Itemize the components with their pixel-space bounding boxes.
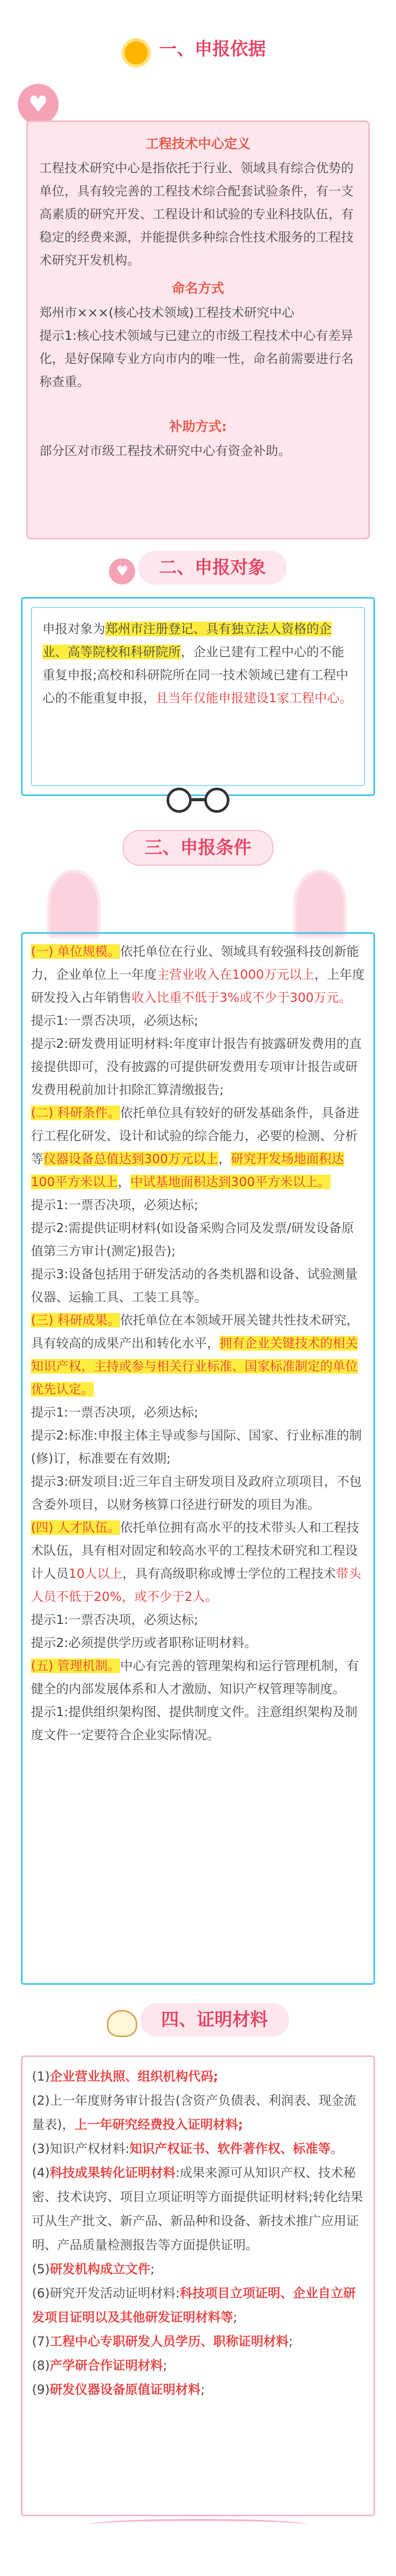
material-item-prefix: (6)研究开发活动证明材料: (32, 2286, 180, 2301)
material-item (32, 2353, 364, 2378)
definition-heading: 工程技术中心定义 (145, 136, 250, 151)
material-item-prefix: (1) (32, 2069, 50, 2084)
section-3-title: 三、申报条件 (123, 830, 273, 866)
material-item-highlight: 产学研合作证明材料 (50, 2358, 163, 2373)
condition-4-tip-1: 提示1:一票否决项，必须达标; (31, 1612, 199, 1627)
naming-heading: 命名方式 (171, 281, 224, 296)
naming-tip: 提示1:核心技术领域与已建立的市级工程技术中心有差异化，是好保障专业方向市内的唯一性，命名前需要进行名称查重。 (39, 328, 354, 389)
material-item-rest: ; (289, 2334, 293, 2349)
condition-2-tip-3: 提示3:设备包括用于研发活动的各类机器和设备、试验测量仪器、运输工具、工装工具等。 (31, 1267, 358, 1304)
condition-3: (三) 科研成果。依托单位在本领域开展关键共性技术研究，具有较高的成果产出和转化水平，拥有企业关键技术的相关知识产权，主持或参与相关行业标准、国家标准制定的单位优先认定。 (31, 1313, 359, 1397)
condition-2: (二) 科研条件。依托单位具有较好的研发基础条件，具备进行工程化研发、设计和试验的综合能力，必要的检测、分析等仪器设备总值达到300万元以上，研究开发场地面积达100平方米以上，中试基地面积达到300平方米以上。 (31, 1105, 359, 1189)
section-2-box (21, 597, 375, 796)
condition-3-tip-3: 提示3:研发项目:近三年自主研发项目及政府立项项目，不包含委外项目，以财务核算口径进行研发的项目为准。 (31, 1474, 362, 1512)
material-item-highlight: 科技项目立项证明、企业自立研发项目证明以及其他研发证明材料等 (32, 2286, 356, 2325)
material-item (32, 2137, 364, 2161)
condition-3-tip-1: 提示1:一票否决项，必须达标; (31, 1405, 199, 1420)
material-item-highlight: 企业营业执照、组织机构代码; (50, 2069, 218, 2084)
section-1-box (26, 120, 370, 539)
section-4-header (0, 2003, 396, 2037)
material-item-prefix: (8) (32, 2358, 50, 2373)
section-1-title: 一、申报依据 (159, 39, 266, 60)
ribbon-icon (89, 2519, 307, 2530)
material-item-prefix: (4) (32, 2165, 50, 2180)
condition-4-tip-2: 提示2:必须提供学历或者职称证明材料。 (31, 1635, 257, 1650)
material-item (32, 2329, 364, 2353)
definition-text: 工程技术研究中心是指依托于行业、领域具有综合优势的单位，具有较完善的工程技术综合配套试验条件，有一支高素质的研究开发、工程设计和试验的专业科技队伍，有稳定的经费来源，并能提供多种综合性技术服务的工程技术研究开发机构。 (39, 161, 354, 268)
heart-badge-icon: ♥ (109, 558, 135, 584)
material-item-prefix: (7) (32, 2334, 50, 2349)
material-item (32, 2378, 364, 2402)
material-item-highlight: 研发机构成立文件 (50, 2262, 150, 2276)
naming-format: 郑州市×××(核心技术领域)工程技术研究中心 (39, 305, 295, 320)
material-item-highlight: 工程中心专职研发人员学历、职称证明材料 (50, 2334, 289, 2349)
section-2-title: 二、申报对象 (138, 551, 287, 584)
section-3-box (21, 932, 375, 1985)
subsidy-text: 部分区对市级工程技术研究中心有资金补助。 (39, 444, 291, 458)
material-item-rest: ; (233, 2310, 238, 2325)
pinky-heart-icon: ♥ (18, 84, 59, 125)
materials-list (32, 2064, 364, 2402)
condition-1: (一) 单位规模。依托单位在行业、领域具有较强科技创新能力，企业单位上一年度主营业收入在1000万元以上，上年度研发投入占年销售收入比重不低于3%或不少于300万元。 (31, 944, 365, 1005)
condition-2-tip-2: 提示2:需提供证明材料(如设备采购合同及发票/研发设备原值第三方审计(测定)报告); (31, 1221, 354, 1258)
condition-5: (五) 管理机制。中心有完善的管理架构和运行管理机制，有健全的内部发展体系和人才激励、知识产权管理等制度。 (31, 1659, 359, 1696)
material-item (32, 2064, 364, 2088)
material-item-highlight: 科技成果转化证明材料 (50, 2165, 175, 2180)
material-item-rest: ; (150, 2262, 155, 2276)
bear-mascot-icon (107, 2010, 137, 2037)
bunny-ear-left-icon (47, 869, 101, 938)
material-item (32, 2161, 364, 2257)
condition-5-tip-1: 提示1:提供组织架构图、提供制度文件。注意组织架构及制度文件一定要符合企业实际情况。 (31, 1705, 358, 1742)
section-2-header (0, 551, 396, 584)
condition-4: (四) 人才队伍。依托单位拥有高水平的技术带头人和工程技术队伍，具有相对固定和较高水平的工程技术研究和工程设计人员10人以上，具有高级职称或博士学位的工程技术带头人员不低于20%，或不少于2人。 (31, 1520, 361, 1604)
material-item-rest: ; (201, 2382, 205, 2397)
condition-2-tip-1: 提示1:一票否决项，必须达标; (31, 1198, 199, 1212)
material-item-highlight: 研发仪器设备原值证明材料 (50, 2382, 201, 2397)
material-item-rest: :成果来源可从知识产权、技术秘密、技术诀窍、项目立项证明等方面提供证明材料;转化结果可从生产批文、新产品、新品种和设备、新技术推广应用证明、产品质量检测报告等方面提供证明。 (32, 2165, 364, 2252)
material-item-rest: 。 (331, 2141, 344, 2156)
section-3-header (0, 830, 396, 866)
material-item (32, 2088, 364, 2137)
condition-1-tip-1: 提示1:一票否决项，必须达标; (31, 1013, 199, 1028)
sun-icon (125, 41, 148, 64)
section-4-box (21, 2055, 375, 2516)
target-text: 申报对象为郑州市注册登记、具有独立法人资格的企业、高等院校和科研院所，企业已建有工程中心的不能重复申报;高校和科研院所在同一技术领域已建有工程中心的不能重复申报，且当年仅能申报建设1家工程中心。 (42, 622, 353, 705)
subsidy-heading: 补助方式: (169, 419, 227, 434)
material-item-prefix: (9) (32, 2382, 50, 2397)
material-item (32, 2281, 364, 2329)
condition-1-tip-2: 提示2:研发费用证明材料:年度审计报告有披露研发费用的直接提供即可，没有披露的可提供研发费用专项审计报告或研发费用税前加计扣除汇算清缴报告; (31, 1036, 362, 1097)
section-4-title: 四、证明材料 (140, 2003, 289, 2037)
material-item-highlight: 上一年研究经费投入证明材料; (74, 2117, 243, 2132)
material-item-highlight: 知识产权证书、软件著作权、标准等 (129, 2141, 331, 2156)
section-1-header (0, 32, 396, 66)
material-item (32, 2257, 364, 2281)
material-item-prefix: (3)知识产权材料: (32, 2141, 130, 2156)
condition-3-tip-2: 提示2:标准:申报主体主导或参与国际、国家、行业标准的制(修)订，标准要在有效期; (31, 1428, 362, 1466)
material-item-prefix: (2)上一年度财务审计报告 (32, 2093, 175, 2108)
bunny-ear-right-icon (293, 869, 347, 938)
goggles-icon (167, 788, 229, 814)
material-item-prefix: (5) (32, 2262, 50, 2276)
material-item-rest: (含资产负债表、利润表、现金流量表)， (32, 2093, 357, 2132)
material-item-rest: ; (163, 2358, 168, 2373)
